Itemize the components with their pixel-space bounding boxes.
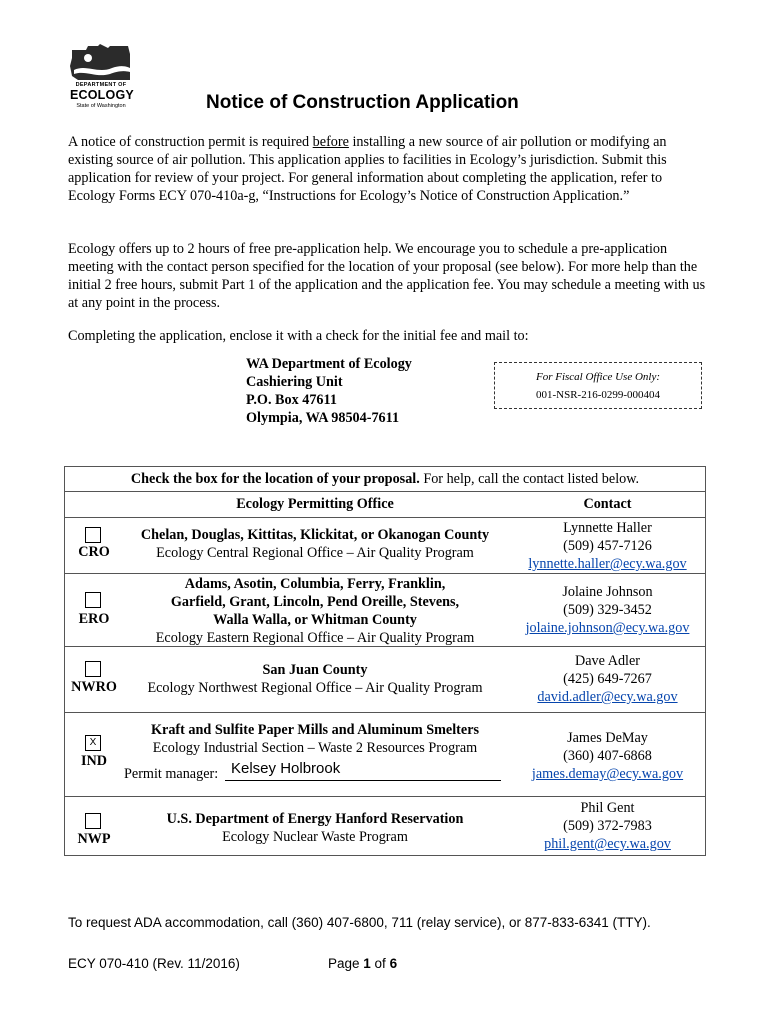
mailing-instruction: Completing the application, enclose it with a check for the initial fee and mail to:: [68, 328, 529, 344]
col-office-header: Ecology Permitting Office: [236, 496, 394, 512]
table-row-nwro: [65, 647, 705, 713]
mailing-address: [246, 355, 412, 427]
office-code-cro: CRO: [78, 544, 110, 560]
address-line-4: Olympia, WA 98504-7611: [246, 410, 400, 426]
address-line-3: P.O. Box 47611: [246, 392, 337, 408]
permit-manager-value: Kelsey Holbrook: [231, 760, 341, 777]
office-program-nwro: Ecology Northwest Regional Office – Air Quality Program: [147, 680, 483, 696]
contact-phone-nwp: (509) 372-7983: [563, 818, 652, 834]
page-mid: of: [370, 956, 390, 971]
permit-manager-label: Permit manager:: [124, 766, 219, 782]
contact-email-cro[interactable]: lynnette.haller@ecy.wa.gov: [528, 556, 687, 572]
contact-name-nwp: Phil Gent: [580, 800, 635, 816]
logo-state-label: State of Washington: [76, 103, 126, 109]
fiscal-office-code: 001-NSR-216-0299-000404: [535, 389, 661, 401]
form-number: ECY 070-410 (Rev. 11/2016): [68, 956, 240, 971]
intro-paragraph: [68, 133, 708, 205]
contact-email-ind[interactable]: james.demay@ecy.wa.gov: [531, 766, 684, 782]
page-indicator: [328, 956, 397, 971]
contact-phone-ero: (509) 329-3452: [563, 602, 652, 618]
contact-email-nwp[interactable]: phil.gent@ecy.wa.gov: [544, 836, 671, 852]
table-instruction-bold: Check the box for the location of your proposal.: [130, 471, 420, 487]
contact-name-cro: Lynnette Haller: [563, 520, 652, 536]
office-title-cro: Chelan, Douglas, Kittitas, Klickitat, or Okanogan County: [140, 527, 490, 543]
table-instruction: [65, 470, 705, 488]
page-title: Notice of Construction Application: [206, 92, 519, 113]
checkbox-nwp[interactable]: [85, 813, 101, 829]
office-title-ero-1: Adams, Asotin, Columbia, Ferry, Franklin,: [184, 576, 446, 592]
table-row-ind: [65, 713, 705, 797]
pre-application-paragraph: Ecology offers up to 2 hours of free pre-application help. We encourage you to schedule a pre-application meeting with the contact person specified for the location of your proposal (see below). For more help than the initial 2 free hours, submit Part 1 of the application and the application fee. You may schedule a meeting with us at any point in the process.: [68, 241, 706, 311]
page-number: 1: [363, 956, 371, 971]
table-instruction-row: [65, 467, 705, 492]
location-table: [64, 466, 706, 856]
checkbox-cro[interactable]: [85, 527, 101, 543]
fiscal-office-box: [494, 362, 702, 409]
washington-state-icon: [68, 44, 132, 84]
page-prefix: Page: [328, 956, 364, 971]
address-line-2: Cashiering Unit: [246, 374, 343, 390]
contact-name-nwro: Dave Adler: [575, 653, 640, 669]
table-row-cro: [65, 518, 705, 574]
fiscal-office-label: For Fiscal Office Use Only:: [535, 371, 661, 383]
contact-email-nwro[interactable]: david.adler@ecy.wa.gov: [537, 689, 678, 705]
office-title-nwp: U.S. Department of Energy Hanford Reservation: [166, 811, 464, 827]
intro-text-before: before: [312, 134, 349, 150]
col-contact-header: Contact: [583, 496, 632, 512]
office-title-ero-3: Walla Walla, or Whitman County: [213, 612, 417, 628]
office-program-cro: Ecology Central Regional Office – Air Quality Program: [156, 545, 474, 561]
logo-department-label: DEPARTMENT OF: [75, 82, 127, 88]
office-code-ind: IND: [80, 753, 107, 769]
logo-ecology-label: ECOLOGY: [70, 88, 134, 102]
contact-phone-nwro: (425) 649-7267: [563, 671, 652, 687]
page-total: 6: [389, 956, 398, 971]
contact-phone-cro: (509) 457-7126: [563, 538, 652, 554]
table-header-row: [65, 492, 705, 518]
intro-text-a: A notice of construction permit is required: [68, 134, 313, 150]
checkbox-nwro[interactable]: [85, 661, 101, 677]
checkbox-ind[interactable]: X: [85, 735, 101, 751]
office-program-ero: Ecology Eastern Regional Office – Air Quality Program: [155, 630, 475, 646]
office-program-ind: Ecology Industrial Section – Waste 2 Resources Program: [152, 740, 478, 756]
address-line-1: WA Department of Ecology: [246, 356, 412, 372]
office-title-ind: Kraft and Sulfite Paper Mills and Aluminum Smelters: [150, 722, 480, 738]
office-title-ero-2: Garfield, Grant, Lincoln, Pend Oreille, Stevens,: [170, 594, 460, 610]
contact-name-ind: James DeMay: [567, 730, 648, 746]
office-title-nwro: San Juan County: [262, 662, 368, 678]
table-row-ero: [65, 574, 705, 647]
office-code-nwp: NWP: [77, 831, 111, 847]
intro-text-b: installing a new source of air pollution or modifying an existing source of air pollution. This application applies to facilities in Ecology’s jurisdiction. Submit this application for review of your project. For general information about completing the application, refer to Ecology Forms ECY 070-410a-g, “Instructions for Ecology’s Notice of Construction Application.”: [68, 134, 667, 204]
office-code-nwro: NWRO: [71, 679, 117, 695]
contact-phone-ind: (360) 407-6868: [563, 748, 652, 764]
office-code-ero: ERO: [78, 611, 110, 627]
office-program-nwp: Ecology Nuclear Waste Program: [222, 829, 408, 845]
table-row-nwp: [65, 797, 705, 855]
contact-name-ero: Jolaine Johnson: [562, 584, 653, 600]
table-instruction-rest: For help, call the contact listed below.: [419, 471, 640, 487]
checkbox-ero[interactable]: [85, 592, 101, 608]
ada-accommodation-note: To request ADA accommodation, call (360) 407-6800, 711 (relay service), or 877-833-6341 (TTY).: [68, 915, 651, 930]
contact-email-ero[interactable]: jolaine.johnson@ecy.wa.gov: [525, 620, 690, 636]
